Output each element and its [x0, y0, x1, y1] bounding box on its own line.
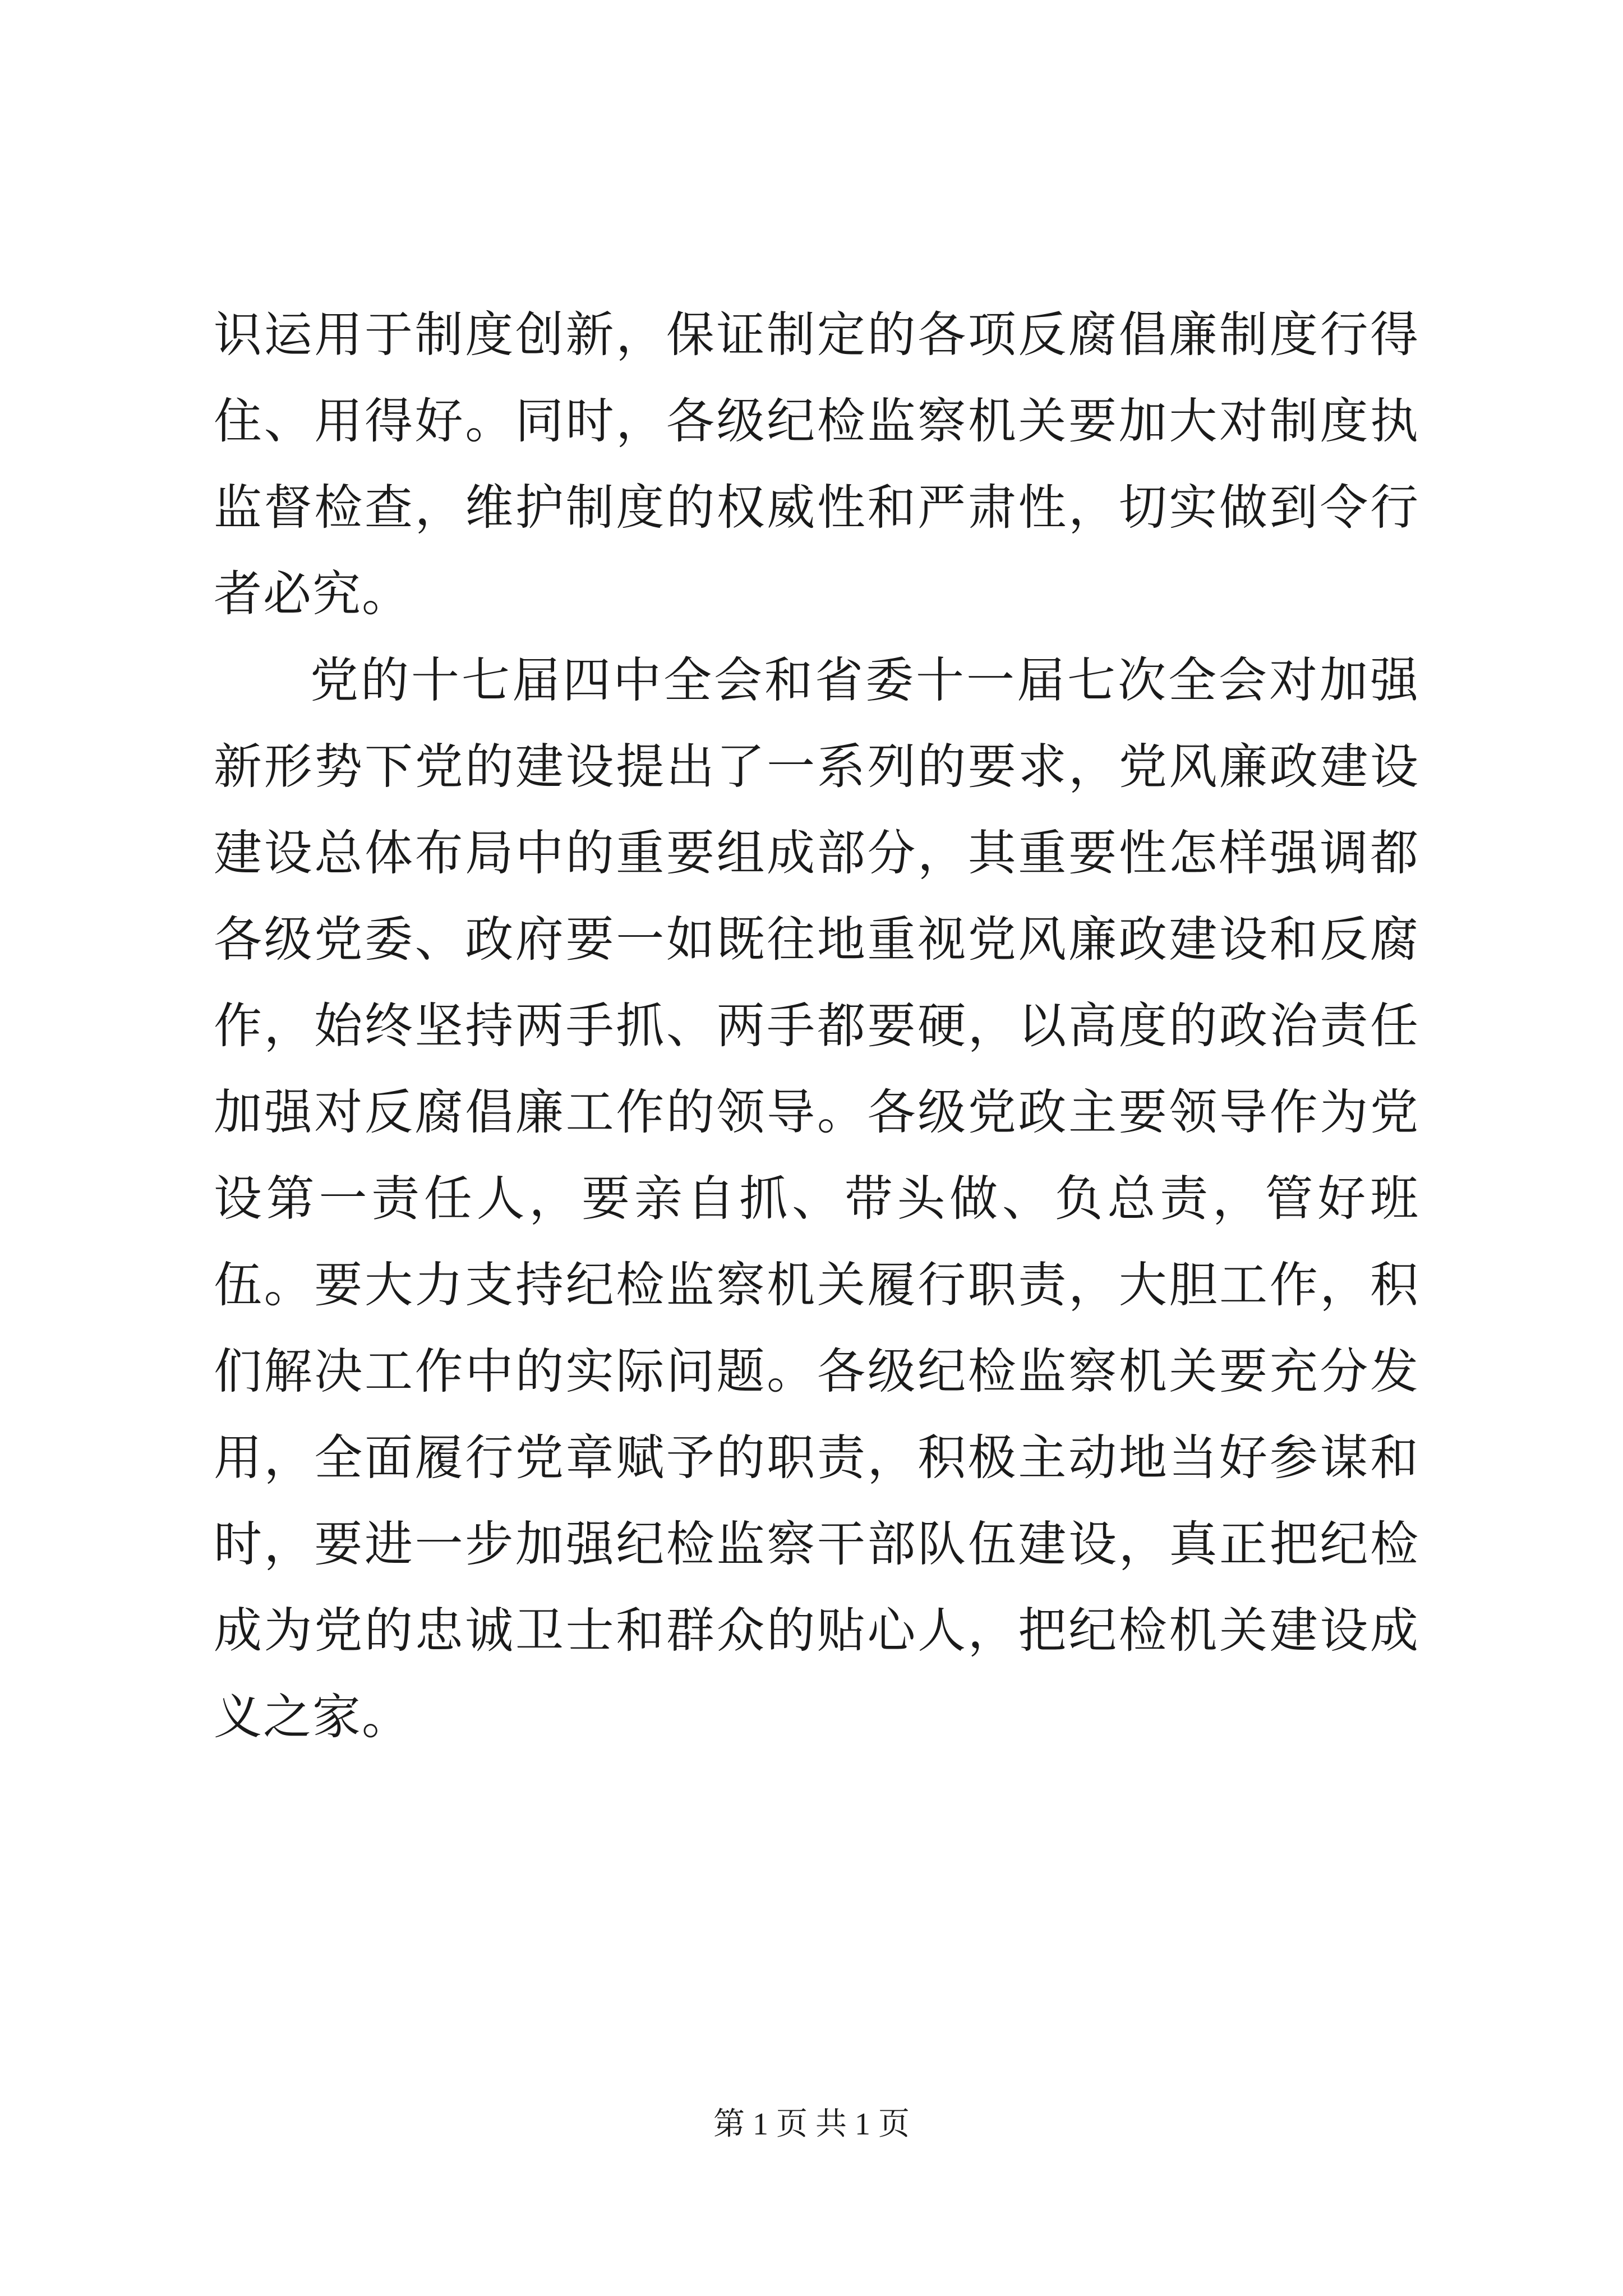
text-line: 各级党委、政府要一如既往地重视党风廉政建设和反腐 [214, 912, 1419, 968]
text-line: 住、用得好。同时，各级纪检监察机关要加大对制度执 [214, 393, 1419, 449]
text-line: 作，始终坚持两手抓、两手都要硬，以高度的政治责任 [214, 998, 1419, 1054]
text-line: 成为党的忠诚卫士和群众的贴心人，把纪检机关建设成 [214, 1603, 1419, 1659]
text-line: 新形势下党的建设提出了一系列的要求，党风廉政建设 [214, 739, 1419, 795]
text-line: 设第一责任人，要亲自抓、带头做、负总责，管好班 [214, 1171, 1419, 1227]
text-line: 党的十七届四中全会和省委十一届七次全会对加强 [310, 652, 1419, 708]
page-footer [0, 2105, 1623, 2144]
paragraph-1 [214, 292, 1419, 637]
text-line: 用，全面履行党章赋予的职责，积极主动地当好参谋和 [214, 1430, 1419, 1486]
text-line: 义之家。 [214, 1689, 411, 1745]
body-text [214, 292, 1419, 1760]
text-line: 识运用于制度创新，保证制定的各项反腐倡廉制度行得 [214, 307, 1419, 363]
text-line: 者必究。 [214, 566, 411, 622]
text-line: 时，要进一步加强纪检监察干部队伍建设，真正把纪检 [214, 1516, 1419, 1572]
text-line: 们解决工作中的实际问题。各级纪检监察机关要充分发 [214, 1343, 1419, 1400]
text-line: 伍。要大力支持纪检监察机关履行职责，大胆工作，积 [214, 1257, 1419, 1313]
text-line: 加强对反腐倡廉工作的领导。各级党政主要领导作为党 [214, 1084, 1419, 1140]
text-line: 监督检查，维护制度的权威性和严肃性，切实做到令行 [214, 480, 1419, 536]
page-number-label: 第 1 页 共 1 页 [713, 2107, 910, 2142]
paragraph-2 [214, 637, 1419, 1760]
text-line: 建设总体布局中的重要组成部分，其重要性怎样强调都 [214, 825, 1419, 881]
